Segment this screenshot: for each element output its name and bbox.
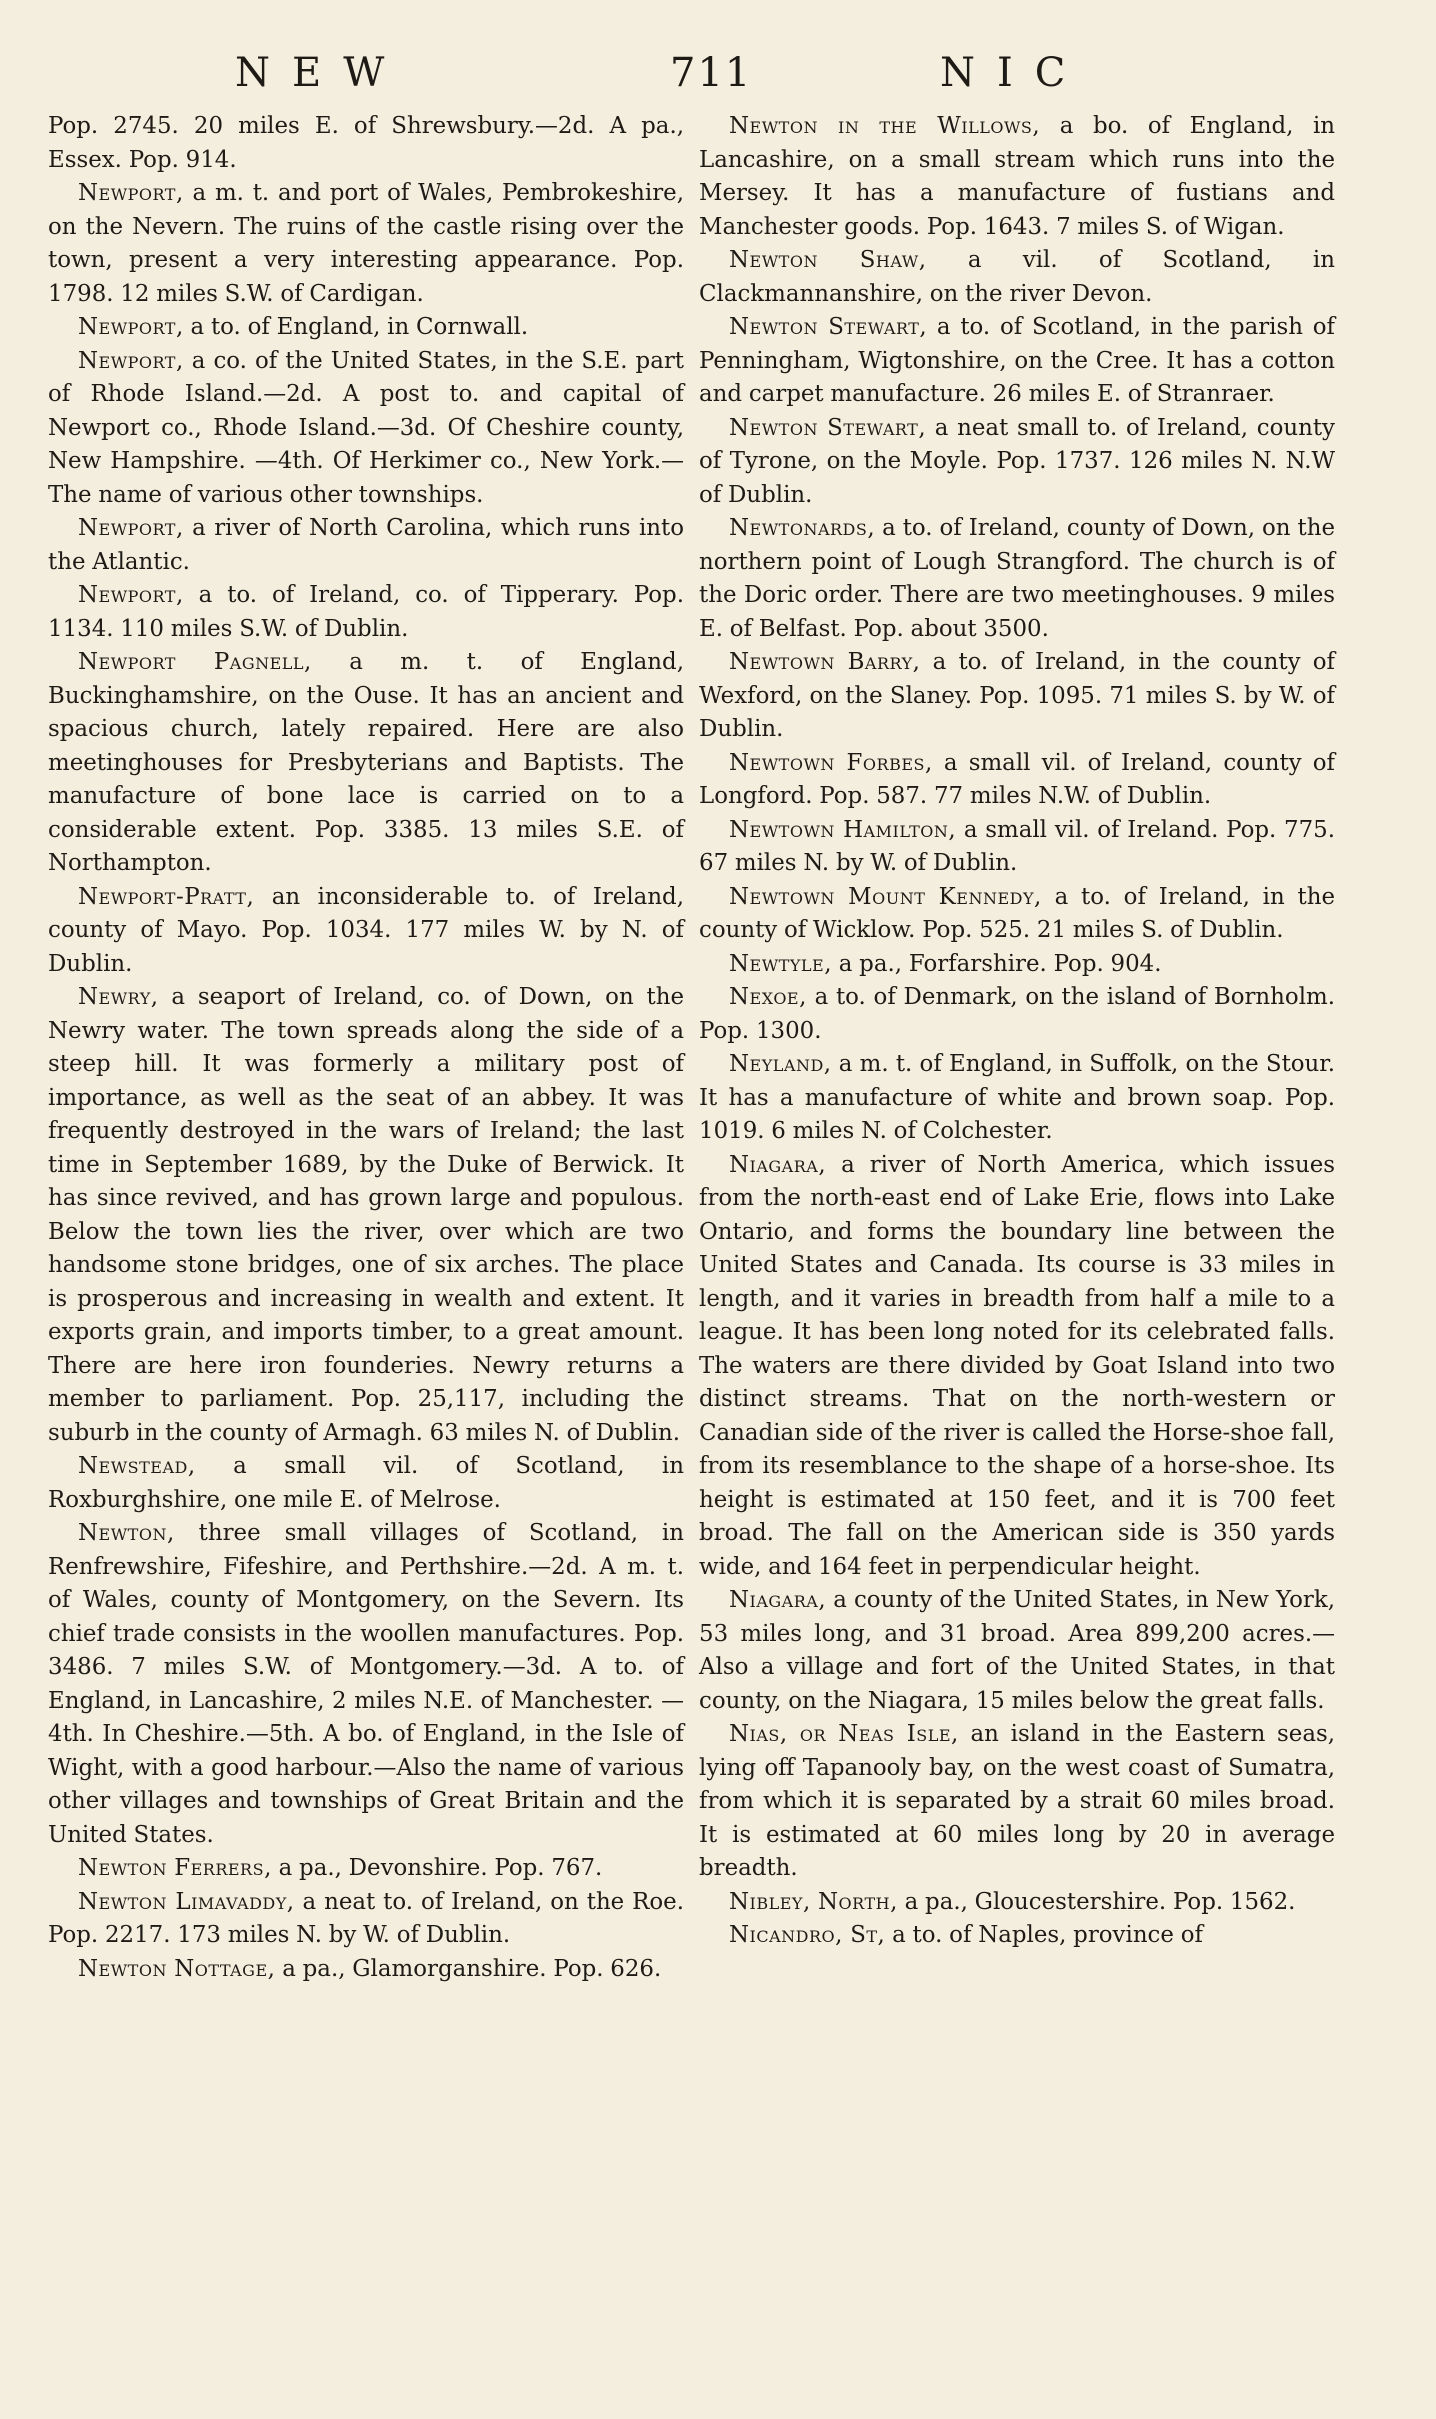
entry-text: a pa., Devonshire. Pop. 767.: [271, 1855, 603, 1881]
running-head-right: NIC: [940, 50, 1088, 96]
gazetteer-entry: [699, 1919, 1335, 1953]
entry-headword: Newstead,: [78, 1453, 196, 1479]
entry-headword: Newton in the Willows,: [729, 113, 1041, 139]
entry-headword: Newport,: [78, 347, 184, 374]
entry-text: a pa., Glamorganshire. Pop. 626.: [275, 1955, 662, 1982]
gazetteer-entry: [48, 345, 684, 513]
entry-headword: Newton Ferrers,: [78, 1855, 272, 1881]
entry-headword: Newton,: [78, 1520, 175, 1546]
entry-text: a co. of the United States, in the S.E. part of Rhode Island.—2d. A post to. and capital of Newport co., Rhode Island.—3d. Of Cheshire county, New Hampshire. —4th. Of Herkimer co., New York.—The name of various other townships.: [48, 347, 684, 508]
entry-text: a to. of Naples, province of: [885, 1922, 1203, 1948]
gazetteer-entry: [699, 814, 1335, 881]
entry-text: three small villages of Scotland, in Renfrewshire, Fifeshire, and Perthshire.—2d. A m. t. of Wales, county of Montgomery, on the Severn. Its chief trade consists in the woollen manufactures. Pop. 3486. 7 miles S.W. of Montgomery.—3d. A to. of England, in Lancashire, 2 miles N.E. of Manchester. —4th. In Cheshire.—5th. A bo. of England, in the Isle of Wight, with a good harbour.—Also the name of various other villages and townships of Great Britain and the United States.: [48, 1520, 684, 1848]
gazetteer-entry: [699, 512, 1335, 646]
gazetteer-entry: [48, 177, 684, 311]
entry-headword: Newport,: [78, 180, 184, 206]
gazetteer-entry: [699, 244, 1335, 311]
entry-headword: Nias, or Neas Isle,: [729, 1721, 959, 1747]
gazetteer-entry: [699, 311, 1335, 412]
gazetteer-entry: [48, 1953, 684, 1987]
entry-text: a to. of Ireland, in the county of Wicklow. Pop. 525. 21 miles S. of Dublin.: [699, 883, 1336, 943]
entry-headword: Niagara,: [729, 1587, 827, 1613]
entry-text: a to. of Denmark, on the island of Bornholm. Pop. 1300.: [699, 984, 1335, 1044]
gazetteer-entry: [48, 1450, 684, 1517]
entry-text: Pop. 2745. 20 miles E. of Shrewsbury.—2d. A pa., Essex. Pop. 914.: [48, 113, 684, 173]
page-number: 711: [670, 50, 753, 96]
gazetteer-entry: [699, 1149, 1335, 1585]
entry-text: a to. of Ireland, in the county of Wexford, on the Slaney. Pop. 1095. 71 miles S. by W. of Dublin.: [699, 649, 1335, 742]
entry-headword: Newtown Barry,: [729, 649, 921, 675]
gazetteer-entry: [48, 1517, 684, 1852]
entry-text: an inconsiderable to. of Ireland, county of Mayo. Pop. 1034. 177 miles W. by N. of Dublin.: [48, 883, 684, 977]
entry-text: a m. t. of England, in Suffolk, on the Stour. It has a manufacture of white and brown soap. Pop. 1019. 6 miles N. of Colchester.: [699, 1051, 1335, 1144]
entry-headword: Niagara,: [729, 1151, 827, 1178]
entry-text: a seaport of Ireland, co. of Down, on the Newry water. The town spreads along the side of a steep hill. It was formerly a military post of importance, as well as the seat of an abbey. It was frequently destroyed in the wars of Ireland; the last time in September 1689, by the Duke of Berwick. It has since revived, and has grown large and populous. Below the town lies the river, over which are two handsome stone bridges, one of six arches. The place is prosperous and increasing in wealth and extent. It exports grain, and imports timber, to a great amount. There are here iron founderies. Newry returns a member to parliament. Pop. 25,117, including the suburb in the county of Armagh. 63 miles N. of Dublin.: [48, 984, 684, 1446]
gazetteer-entry: [699, 881, 1335, 948]
gazetteer-entry: [699, 981, 1335, 1048]
gazetteer-entry: [48, 110, 684, 177]
gazetteer-entry: [699, 1886, 1335, 1920]
page-header: [0, 50, 1436, 110]
entry-headword: Newton Shaw,: [729, 247, 927, 273]
entry-text: a m. t. of England, Buckinghamshire, on the Ouse. It has an ancient and spacious church, lately repaired. Here are also meetinghouses for Presbyterians and Baptists. The manufacture of bone lace is carried on to a considerable extent. Pop. 3385. 13 miles S.E. of Northampton.: [48, 649, 684, 876]
gazetteer-entry: [699, 412, 1335, 513]
entry-text: a neat small to. of Ireland, county of Tyrone, on the Moyle. Pop. 1737. 126 miles N. N.W of Dublin.: [699, 414, 1335, 508]
entry-text: a river of North Carolina, which runs into the Atlantic.: [48, 515, 684, 575]
gazetteer-entry: [48, 512, 684, 579]
entry-text: a to. of Ireland, county of Down, on the northern point of Lough Strangford. The church is of the Doric order. There are two meetinghouses. 9 miles E. of Belfast. Pop. about 3500.: [699, 515, 1335, 642]
entry-headword: Nicandro, St,: [729, 1922, 886, 1948]
entry-text: a to. of England, in Cornwall.: [183, 314, 529, 340]
right-column: [699, 110, 1335, 1953]
entry-text: a m. t. and port of Wales, Pembrokeshire, on the Nevern. The ruins of the castle rising over the town, present a very interesting appearance. Pop. 1798. 12 miles S.W. of Cardigan.: [48, 180, 684, 307]
left-column: [48, 110, 684, 1986]
gazetteer-entry: [699, 110, 1335, 244]
gazetteer-entry: [48, 311, 684, 345]
gazetteer-entry: [48, 881, 684, 982]
gazetteer-entry: [48, 1852, 684, 1886]
entry-headword: Newton Limavaddy,: [78, 1888, 295, 1915]
entry-headword: Newry,: [78, 984, 159, 1010]
entry-text: a bo. of England, in Lancashire, on a small stream which runs into the Mersey. It has a manufacture of fustians and Manchester goods. Pop. 1643. 7 miles S. of Wigan.: [699, 113, 1336, 240]
entry-text: a river of North America, which issues from the north-east end of Lake Erie, flows into Lake Ontario, and forms the boundary line between the United States and Canada. Its course is 33 miles in length, and it varies in breadth from half a mile to a league. It has been long noted for its celebrated falls. The waters are there divided by Goat Island into two distinct streams. That on the north-western or Canadian side of the river is called the Horse-shoe fall, from its resemblance to the shape of a horse-shoe. Its height is estimated at 150 feet, and it is 700 feet broad. The fall on the American side is 350 yards wide, and 164 feet in perpendicular height.: [699, 1151, 1335, 1580]
entry-text: a to. of Ireland, co. of Tipperary. Pop. 1134. 110 miles S.W. of Dublin.: [48, 582, 684, 642]
gazetteer-entry: [48, 981, 684, 1450]
gazetteer-entry: [699, 1718, 1335, 1886]
gazetteer-entry: [699, 1048, 1335, 1149]
entry-headword: Newport-Pratt,: [78, 883, 255, 910]
entry-text: a pa., Forfarshire. Pop. 904.: [831, 950, 1162, 977]
entry-text: a pa., Gloucestershire. Pop. 1562.: [897, 1888, 1296, 1915]
entry-headword: Newport,: [78, 582, 184, 608]
gazetteer-entry: [699, 646, 1335, 747]
entry-headword: Newtyle,: [729, 950, 832, 977]
entry-text: a vil. of Scotland, in Clackmannanshire, on the river Devon.: [699, 247, 1335, 307]
gazetteer-entry: [48, 1886, 684, 1953]
entry-text: a to. of Scotland, in the parish of Penningham, Wigtonshire, on the Cree. It has a cotton and carpet manufacture. 26 miles E. of Stranraer.: [699, 314, 1335, 407]
entry-text: a neat to. of Ireland, on the Roe. Pop. 2217. 173 miles N. by W. of Dublin.: [48, 1888, 685, 1948]
entry-text: an island in the Eastern seas, lying off Tapanooly bay, on the west coast of Sumatra, from which it is separated by a strait 60 miles broad. It is estimated at 60 miles long by 20 in average breadth.: [699, 1721, 1336, 1881]
entry-headword: Newport,: [78, 314, 184, 340]
entry-headword: Newton Stewart,: [729, 314, 928, 340]
entry-text: a small vil. of Scotland, in Roxburghshire, one mile E. of Melrose.: [48, 1453, 684, 1513]
entry-headword: Newtonards,: [729, 515, 876, 541]
gazetteer-entry: [699, 948, 1335, 982]
gazetteer-entry: [48, 579, 684, 646]
entry-text: a county of the United States, in New York, 53 miles long, and 31 broad. Area 899,200 acres.—Also a village and fort of the United States, in that county, on the Niagara, 15 miles below the great falls.: [699, 1587, 1335, 1714]
entry-headword: Newtown Hamilton,: [729, 816, 957, 843]
gazetteer-entry: [699, 747, 1335, 814]
entry-text: a small vil. of Ireland. Pop. 775. 67 miles N. by W. of Dublin.: [699, 816, 1335, 876]
entry-headword: Newtown Mount Kennedy,: [729, 883, 1042, 910]
entry-headword: Neyland,: [729, 1051, 832, 1077]
entry-headword: Nibley, North,: [729, 1888, 898, 1915]
entry-text: a small vil. of Ireland, county of Longford. Pop. 587. 77 miles N.W. of Dublin.: [699, 749, 1335, 809]
gazetteer-entry: [48, 646, 684, 881]
entry-headword: Newton Stewart,: [729, 414, 927, 441]
entry-headword: Nexoe,: [729, 984, 807, 1010]
entry-headword: Newtown Forbes,: [729, 749, 933, 776]
entry-headword: Newton Nottage,: [78, 1955, 276, 1982]
running-head-left: NEW: [235, 50, 407, 96]
entry-headword: Newport Pagnell,: [78, 649, 312, 675]
entry-headword: Newport,: [78, 515, 184, 541]
gazetteer-entry: [699, 1584, 1335, 1718]
